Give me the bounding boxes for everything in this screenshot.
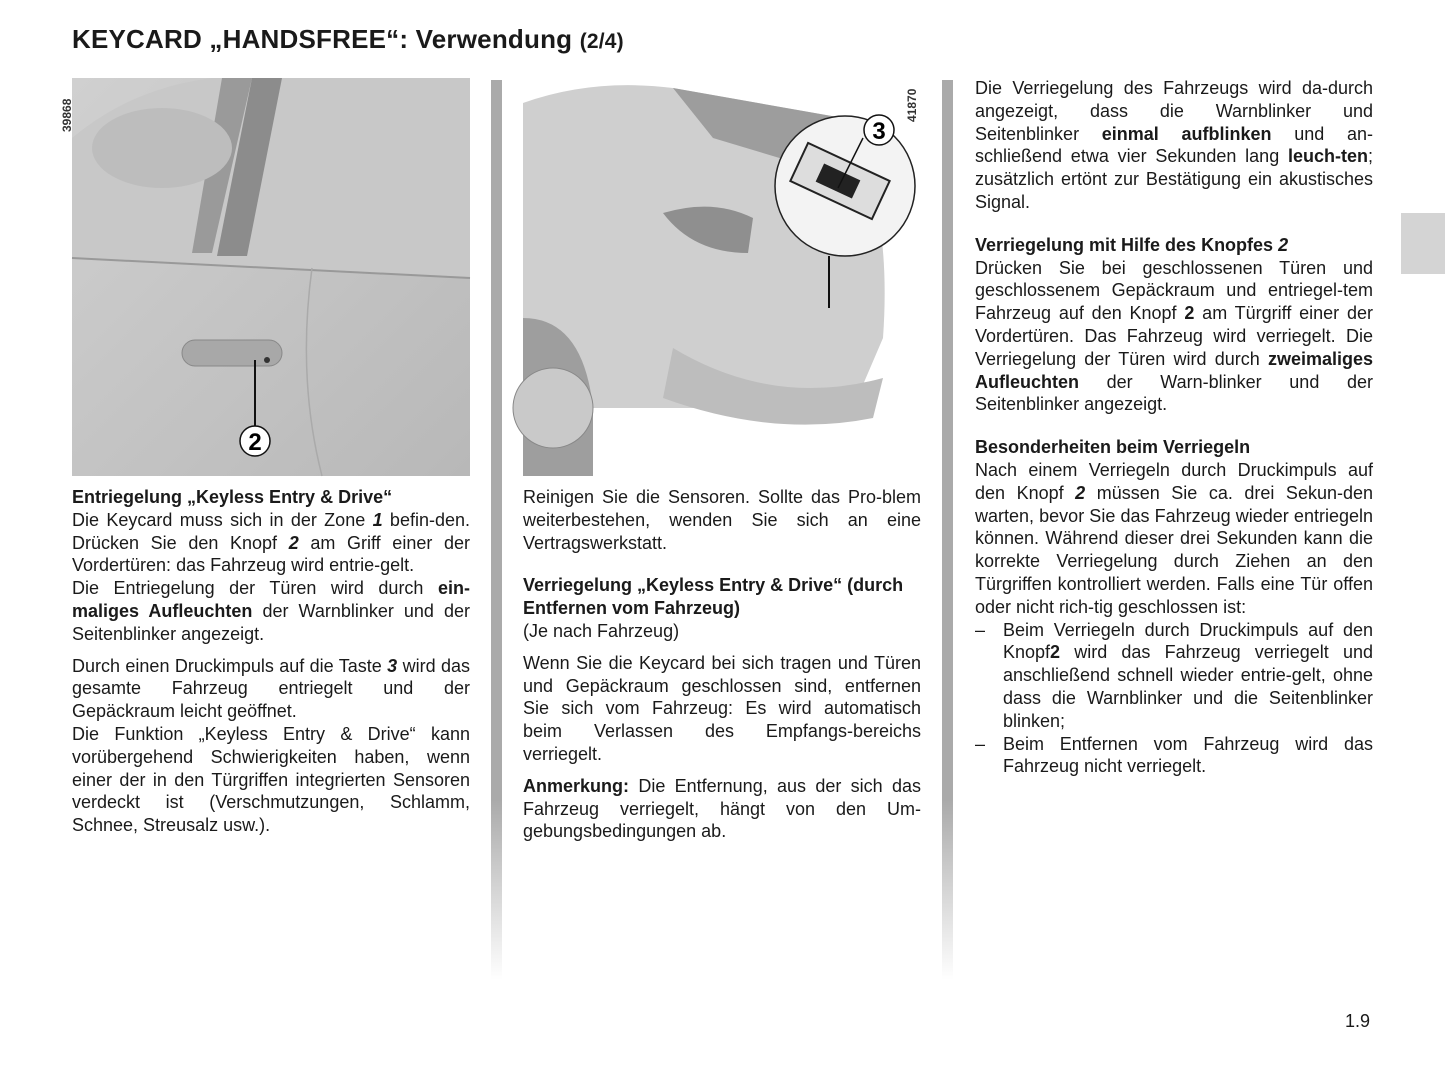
text-segment: Die Funktion „Keyless Entry & Drive“ kann vorübergehend Schwierigkeiten haben, wenn einer der in den Türgriffen integrierten Sensoren verdeckt ist (Verschmutzungen, Schlamm, Schnee, Streusalz usw.). — [72, 723, 470, 836]
emphasis-text: zweimaliges Aufleuchten — [975, 348, 1373, 392]
text-segment: Die Verriegelung des Fahrzeugs wird da-durch angezeigt, dass die Warnblinker und Seitenblinker — [975, 78, 1373, 144]
callout-3: 3 — [872, 118, 886, 145]
text-segment: Drücken Sie bei geschlossenen Türen und geschlossenem Gepäckraum und entriegel-tem Fahrzeug auf den Knopf — [975, 257, 1373, 324]
text-segment: am Türgriff einer der Vordertüren. Das Fahrzeug wird verriegelt. Die Verriegelung der Türen wird durch — [975, 303, 1373, 369]
paragraph — [523, 652, 921, 766]
paragraph — [523, 620, 921, 643]
figure-number: 39868 — [60, 98, 74, 132]
emphasis-text: einmal aufblinken — [1101, 123, 1272, 144]
text-segment: Besonderheiten beim Verriegeln — [975, 437, 1251, 458]
emphasis-text: 2 — [1184, 303, 1195, 324]
text-segment: Beim Entfernen vom Fahrzeug wird das Fahrzeug nicht verriegelt. — [1003, 733, 1373, 777]
emphasis-text: 2 — [288, 532, 299, 553]
page-title — [72, 24, 624, 55]
paragraph — [72, 723, 470, 837]
text-segment: Wenn Sie die Keycard bei sich tragen und Türen und Gepäckraum geschlossen sind, entfernen Sie sich vom Fahrzeug: Es wird automatisch beim Verlassen des Empfangs-bereichs verriegelt. — [523, 652, 921, 764]
text-segment: Die Entriegelung der Türen wird durch — [72, 578, 438, 599]
text-segment: Verriegelung „Keyless Entry & Drive“ (durch Entfernen vom Fahrzeug) — [523, 575, 904, 619]
text-segment: Beim Verriegeln durch Druckimpuls auf den Knopf — [1003, 619, 1373, 663]
text-segment: Durch einen Druckimpuls auf die Taste — [72, 655, 388, 676]
text-segment: wird das Fahrzeug verriegelt und anschließend schnell wieder entrie-gelt, ohne dass die Warnblinker und die Seitenblinker blinken; — [1003, 642, 1373, 731]
callout-2: 2 — [248, 429, 262, 456]
paragraph — [523, 775, 921, 843]
text-segment: müssen Sie ca. drei Sekun-den warten, bevor Sie das Fahrzeug wieder entriegeln können. Während dieser drei Sekunden kann die korrekte Verriegelung durch Ziehen an den Türgriffen kontrolliert werden. Falls eine Tür offen oder nicht rich-tig geschlossen ist: — [975, 482, 1373, 617]
illustration — [60, 78, 470, 476]
section-heading — [975, 436, 1373, 459]
text-segment: der Warn-blinker und der Seitenblinker angezeigt. — [975, 371, 1373, 415]
text-segment: am Griff einer der Vordertüren: das Fahrzeug wird entrie-gelt. — [72, 532, 470, 576]
section-heading — [523, 574, 921, 620]
text-segment: Die Keycard muss sich in der Zone — [72, 509, 373, 530]
text-segment: wird das gesamte Fahrzeug entriegelt und der Gepäckraum leicht geöffnet. — [72, 655, 470, 722]
chapter-tab — [1401, 213, 1445, 274]
section-heading — [72, 486, 470, 509]
emphasis-text: Anmerkung: — [523, 775, 630, 796]
emphasis-text: 2 — [1075, 482, 1086, 503]
title-main: KEYCARD „HANDSFREE“: Verwendung — [72, 24, 573, 54]
column-divider — [491, 80, 502, 980]
paragraph — [975, 459, 1373, 619]
emphasis-text: 3 — [387, 655, 398, 676]
emphasis-text: 2 — [1050, 642, 1061, 663]
illustration — [523, 78, 921, 476]
text-segment: der Warnblinker und der Seitenblinker angezeigt. — [72, 600, 470, 644]
text-segment: Entriegelung „Keyless Entry & Drive“ — [72, 487, 393, 507]
title-part: (2/4) — [579, 30, 624, 53]
text-segment: Verriegelung mit Hilfe des Knopfes — [975, 234, 1279, 255]
text-segment: (Je nach Fahrzeug) — [523, 620, 680, 641]
section-heading — [975, 234, 1373, 257]
text-segment: ; zusätzlich ertönt zur Bestätigung ein akustisches Signal. — [975, 146, 1373, 212]
emphasis-text: ein-maliges Aufleuchten — [72, 578, 470, 621]
text-segment: Nach einem Verriegeln durch Druckimpuls auf den Knopf — [975, 459, 1373, 503]
text-segment: befin-den. Drücken Sie den Knopf — [72, 509, 470, 553]
text-segment: Die Entfernung, aus der sich das Fahrzeug verriegelt, hängt von den Um-gebungsbedingungen ab. — [523, 775, 921, 842]
text-segment: 2 — [1278, 234, 1289, 255]
dash-list — [975, 619, 1373, 779]
figure-number: 41870 — [905, 88, 919, 122]
paragraph — [72, 509, 470, 577]
page-number: 1.9 — [1345, 1011, 1371, 1031]
column-2 — [523, 78, 921, 852]
text-segment: und an-schließend etwa vier Sekunden lang — [975, 123, 1373, 167]
emphasis-text: 1 — [372, 509, 383, 530]
paragraph — [975, 257, 1373, 417]
paragraph — [72, 655, 470, 723]
paragraph — [523, 486, 921, 554]
paragraph — [72, 577, 470, 645]
column-divider — [942, 80, 953, 980]
list-item — [975, 619, 1373, 733]
emphasis-text: leuch-ten — [1287, 146, 1368, 167]
text-segment: Reinigen Sie die Sensoren. Sollte das Pro-blem weiterbestehen, wenden Sie sich an eine Vertragswerkstatt. — [523, 487, 921, 553]
list-item — [975, 733, 1373, 779]
paragraph — [975, 77, 1373, 214]
column-3 — [975, 77, 1373, 778]
column-1 — [60, 78, 470, 846]
